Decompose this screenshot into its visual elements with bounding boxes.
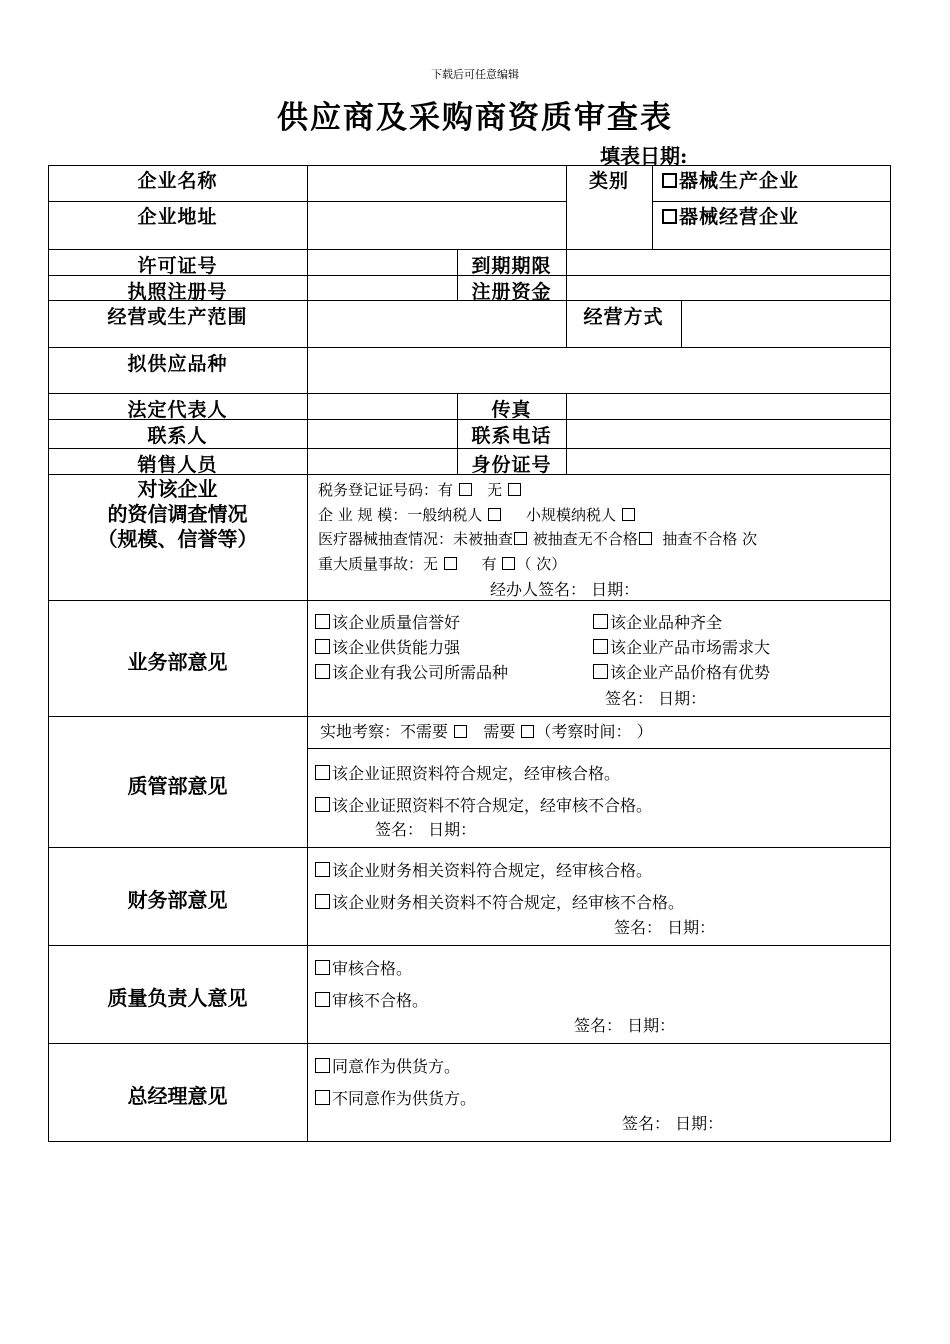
visit-time: （考察时间： ） [535, 722, 653, 741]
business-option[interactable] [593, 635, 770, 658]
label-contact: 联系人 [147, 425, 208, 447]
accident-yes-label: 有 [481, 555, 497, 573]
category-option-distributor[interactable] [662, 202, 799, 229]
quality-dept-label: 质管部意见 [127, 774, 228, 798]
option-label: 该企业产品价格有优势 [610, 663, 771, 682]
grid-line [48, 716, 891, 717]
general-manager-label: 总经理意见 [127, 1084, 228, 1108]
option-label: 该企业有我公司所需品种 [332, 663, 509, 682]
input-company-name[interactable] [308, 166, 565, 200]
label-registered-capital: 注册资金 [471, 281, 552, 303]
label-company-name: 企业名称 [137, 170, 218, 192]
label-business-scope: 经营或生产范围 [107, 306, 248, 328]
option-label: 该企业财务相关资料不符合规定，经审核不合格。 [332, 893, 685, 912]
checkbox-icon[interactable] [459, 483, 472, 496]
checkbox-icon[interactable] [315, 614, 330, 629]
label-contact-phone: 联系电话 [471, 425, 552, 447]
option-label: 该企业证照资料不符合规定，经审核不合格。 [332, 796, 653, 815]
label-business-reg-no: 执照注册号 [127, 281, 228, 303]
general-manager-option[interactable] [315, 1086, 476, 1109]
option-label: 该企业质量信誉好 [332, 613, 461, 632]
checkbox-icon[interactable] [514, 532, 527, 545]
grid-line [307, 748, 891, 749]
checkbox-icon[interactable] [488, 508, 501, 521]
option-label: 该企业财务相关资料符合规定，经审核合格。 [332, 861, 653, 880]
checkbox-icon[interactable] [639, 532, 652, 545]
credit-tax-line [318, 479, 522, 500]
finance-option[interactable] [315, 858, 652, 881]
business-option[interactable] [315, 635, 460, 658]
category-option-label: 器械生产企业 [679, 170, 800, 192]
input-expiry[interactable] [567, 250, 890, 274]
inspect-pass-label: 被抽查无不合格 [532, 530, 638, 548]
accident-count: （ 次） [516, 555, 567, 573]
label-business-mode: 经营方式 [583, 306, 664, 328]
credit-accident-line [318, 553, 566, 574]
credit-inspect-line [318, 528, 757, 549]
label-expiry: 到期期限 [471, 255, 552, 277]
quality-head-signature: 签名： 日期： [574, 1016, 676, 1035]
input-fax[interactable] [567, 394, 890, 418]
scale-small-label: 小规模纳税人 [525, 506, 616, 524]
business-dept-label: 业务部意见 [127, 650, 228, 674]
checkbox-icon[interactable] [502, 557, 515, 570]
checkbox-icon[interactable] [315, 1058, 330, 1073]
general-manager-signature: 签名： 日期： [622, 1114, 724, 1133]
business-option[interactable] [593, 610, 722, 633]
checkbox-icon[interactable] [315, 894, 330, 909]
site-visit-line [320, 719, 653, 742]
inspect-fail-label: 抽查不合格 次 [662, 530, 758, 548]
grid-line [48, 600, 891, 601]
tax-prefix: 税务登记证号码：有 [318, 481, 454, 499]
input-business-scope[interactable] [308, 301, 565, 346]
checkbox-icon[interactable] [315, 765, 330, 780]
option-label: 该企业品种齐全 [610, 613, 723, 632]
tax-no-label: 无 [487, 481, 503, 499]
grid-line [48, 1043, 891, 1044]
finance-signature: 签名： 日期： [614, 918, 716, 937]
grid-line [48, 945, 891, 946]
checkbox-icon[interactable] [662, 173, 677, 188]
credit-label-line: 对该企业 [137, 477, 218, 501]
input-id-no[interactable] [567, 449, 890, 473]
category-option-label: 器械经营企业 [679, 206, 800, 228]
quality-head-option[interactable] [315, 988, 428, 1011]
general-manager-option[interactable] [315, 1054, 460, 1077]
input-contact[interactable] [308, 420, 456, 447]
finance-option[interactable] [315, 890, 684, 913]
input-business-mode[interactable] [682, 301, 890, 346]
credit-label-line: （规模、信誉等） [97, 527, 258, 551]
checkbox-icon[interactable] [593, 614, 608, 629]
credit-signature: 经办人签名： 日期： [490, 580, 640, 599]
credit-label-line: 的资信调查情况 [107, 502, 248, 526]
category-option-manufacturer[interactable] [662, 166, 799, 193]
label-company-address: 企业地址 [137, 206, 218, 228]
input-registered-capital[interactable] [567, 276, 890, 299]
business-option[interactable] [593, 660, 770, 683]
checkbox-icon[interactable] [593, 664, 608, 679]
page-title: 供应商及采购商资质审查表 [277, 100, 673, 136]
option-label: 不同意作为供货方。 [332, 1089, 477, 1108]
visit-need-label: 需要 [483, 722, 516, 741]
checkbox-icon[interactable] [315, 960, 330, 975]
label-license-no: 许可证号 [137, 255, 218, 277]
label-category: 类别 [588, 170, 629, 192]
checkbox-icon[interactable] [593, 639, 608, 654]
finance-dept-label: 财务部意见 [127, 888, 228, 912]
label-proposed-products: 拟供应品种 [127, 353, 228, 375]
input-legal-rep[interactable] [308, 394, 456, 418]
scale-prefix: 企 业 规 模：一般纳税人 [318, 506, 483, 524]
checkbox-icon[interactable] [444, 557, 457, 570]
accident-prefix: 重大质量事故：无 [318, 555, 439, 573]
option-label: 审核合格。 [332, 959, 413, 978]
quality-signature: 签名： 日期： [375, 820, 477, 839]
grid-line [652, 165, 653, 249]
input-company-address[interactable] [308, 202, 565, 248]
label-legal-rep: 法定代表人 [127, 399, 228, 421]
input-proposed-products[interactable] [308, 348, 890, 392]
checkbox-icon[interactable] [315, 992, 330, 1007]
label-id-no: 身份证号 [471, 454, 552, 476]
business-option[interactable] [315, 610, 460, 633]
checkbox-icon[interactable] [315, 1090, 330, 1105]
option-label: 该企业供货能力强 [332, 638, 461, 657]
business-signature: 签名： 日期： [605, 689, 707, 708]
option-label: 该企业产品市场需求大 [610, 638, 771, 657]
label-sales-person: 销售人员 [137, 454, 218, 476]
input-sales-person[interactable] [308, 449, 456, 473]
business-option[interactable] [315, 660, 508, 683]
credit-scale-line [318, 504, 636, 525]
input-license-no[interactable] [308, 250, 456, 274]
grid-line [48, 847, 891, 848]
visit-prefix: 实地考察：不需要 [320, 722, 449, 741]
inspect-prefix: 医疗器械抽查情况：未被抽查 [318, 530, 514, 548]
quality-option[interactable] [315, 761, 620, 784]
quality-option[interactable] [315, 793, 652, 816]
input-business-reg-no[interactable] [308, 276, 456, 299]
checkbox-icon[interactable] [454, 725, 467, 738]
option-label: 同意作为供货方。 [332, 1057, 461, 1076]
option-label: 该企业证照资料符合规定，经审核合格。 [332, 764, 621, 783]
checkbox-icon[interactable] [508, 483, 521, 496]
option-label: 审核不合格。 [332, 991, 429, 1010]
checkbox-icon[interactable] [521, 725, 534, 738]
checkbox-icon[interactable] [622, 508, 635, 521]
credit-label [48, 477, 307, 552]
checkbox-icon[interactable] [315, 639, 330, 654]
input-contact-phone[interactable] [567, 420, 890, 447]
quality-head-option[interactable] [315, 956, 412, 979]
checkbox-icon[interactable] [315, 797, 330, 812]
checkbox-icon[interactable] [315, 664, 330, 679]
fill-date-label: 填表日期: [600, 144, 688, 168]
header-note: 下载后可任意编辑 [431, 68, 519, 81]
quality-head-label: 质量负责人意见 [107, 986, 248, 1010]
checkbox-icon[interactable] [662, 209, 677, 224]
label-fax: 传真 [491, 399, 532, 421]
checkbox-icon[interactable] [315, 862, 330, 877]
